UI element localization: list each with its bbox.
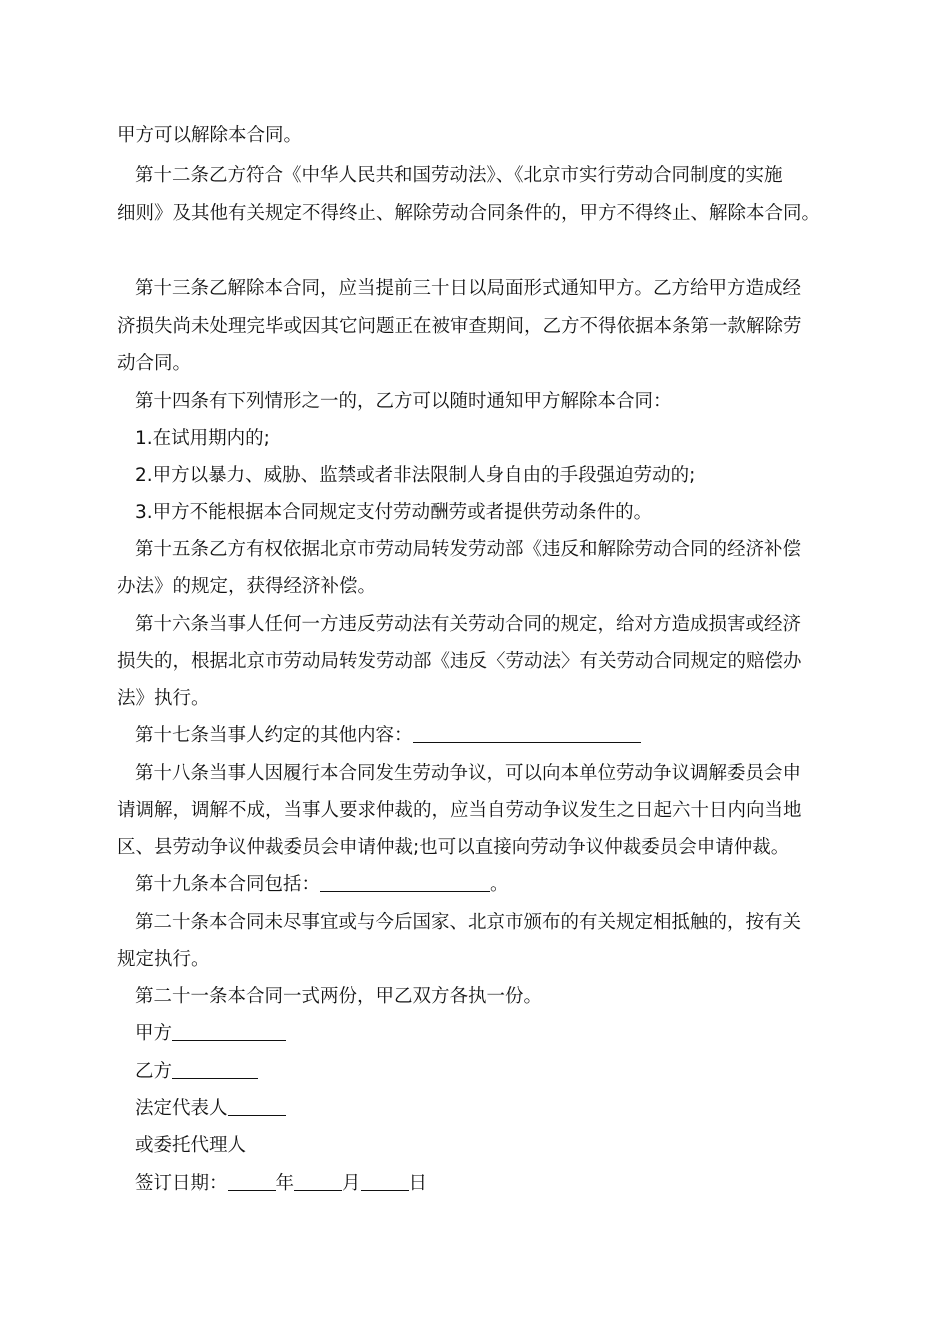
contract-includes-blank[interactable]	[320, 873, 490, 892]
month-label: 月	[342, 1173, 361, 1194]
party-b-line	[135, 1060, 258, 1084]
other-content-blank[interactable]	[413, 724, 641, 743]
article-12-line-2: 细则》及其他有关规定不得终止、解除劳动合同条件的，甲方不得终止、解除本合同。	[117, 203, 821, 224]
year-blank[interactable]	[228, 1172, 276, 1191]
sign-date-line	[135, 1172, 427, 1196]
year-label: 年	[275, 1173, 295, 1194]
list-item-1: 1.在试用期内的;	[135, 428, 270, 449]
party-b-label: 乙方	[135, 1061, 173, 1082]
article-18-line-2: 请调解，调解不成，当事人要求仲裁的，应当自劳动争议发生之日起六十日内向当地	[117, 800, 802, 821]
day-blank[interactable]	[361, 1172, 409, 1191]
party-a-label: 甲方	[135, 1023, 173, 1044]
article-16-line-3: 法》执行。	[117, 688, 210, 709]
article-19-line	[135, 873, 509, 897]
sign-date-label: 签订日期：	[135, 1173, 228, 1194]
legal-rep-label: 法定代表人	[135, 1098, 228, 1119]
article-15-line-2: 办法》的规定，获得经济补偿。	[117, 576, 377, 597]
article-13-line-3: 动合同。	[117, 353, 192, 374]
article-12-line-1: 第十二条乙方符合《中华人民共和国劳动法》、《北京市实行劳动合同制度的实施	[135, 165, 783, 186]
article-17-line	[135, 724, 641, 748]
agent-line: 或委托代理人	[135, 1135, 247, 1156]
article-13-line-1: 第十三条乙解除本合同，应当提前三十日以局面形式通知甲方。乙方给甲方造成经	[135, 278, 802, 299]
article-13-line-2: 济损失尚未处理完毕或因其它问题正在被审查期间，乙方不得依据本条第一款解除劳	[117, 316, 802, 337]
party-a-line	[135, 1022, 286, 1046]
legal-rep-blank[interactable]	[228, 1097, 286, 1116]
text-line: 甲方可以解除本合同。	[117, 125, 303, 146]
article-20-line-2: 规定执行。	[117, 949, 210, 970]
month-blank[interactable]	[294, 1172, 342, 1191]
party-a-blank[interactable]	[172, 1022, 286, 1041]
party-b-blank[interactable]	[172, 1060, 258, 1079]
article-16-line-2: 损失的，根据北京市劳动局转发劳动部《违反〈劳动法〉有关劳动合同规定的赔偿办	[117, 651, 802, 672]
article-20-line-1: 第二十条本合同未尽事宜或与今后国家、北京市颁布的有关规定相抵触的，按有关	[135, 912, 802, 933]
list-item-2: 2.甲方以暴力、威胁、监禁或者非法限制人身自由的手段强迫劳动的;	[135, 465, 696, 486]
article-19-label: 第十九条本合同包括：	[135, 874, 321, 895]
article-14-line: 第十四条有下列情形之一的，乙方可以随时通知甲方解除本合同：	[135, 391, 672, 412]
article-18-line-1: 第十八条当事人因履行本合同发生劳动争议，可以向本单位劳动争议调解委员会申	[135, 763, 802, 784]
article-17-label: 第十七条当事人约定的其他内容：	[135, 725, 413, 746]
day-label: 日	[408, 1173, 428, 1194]
article-16-line-1: 第十六条当事人任何一方违反劳动法有关劳动合同的规定，给对方造成损害或经济	[135, 614, 802, 635]
article-19-end: 。	[490, 874, 509, 895]
article-18-line-3: 区、县劳动争议仲裁委员会申请仲裁;也可以直接向劳动争议仲裁委员会申请仲裁。	[117, 837, 790, 858]
list-item-3: 3.甲方不能根据本合同规定支付劳动酬劳或者提供劳动条件的。	[135, 502, 653, 523]
article-15-line-1: 第十五条乙方有权依据北京市劳动局转发劳动部《违反和解除劳动合同的经济补偿	[135, 539, 802, 560]
article-21-line: 第二十一条本合同一式两份，甲乙双方各执一份。	[135, 986, 543, 1007]
legal-rep-line	[135, 1097, 286, 1121]
